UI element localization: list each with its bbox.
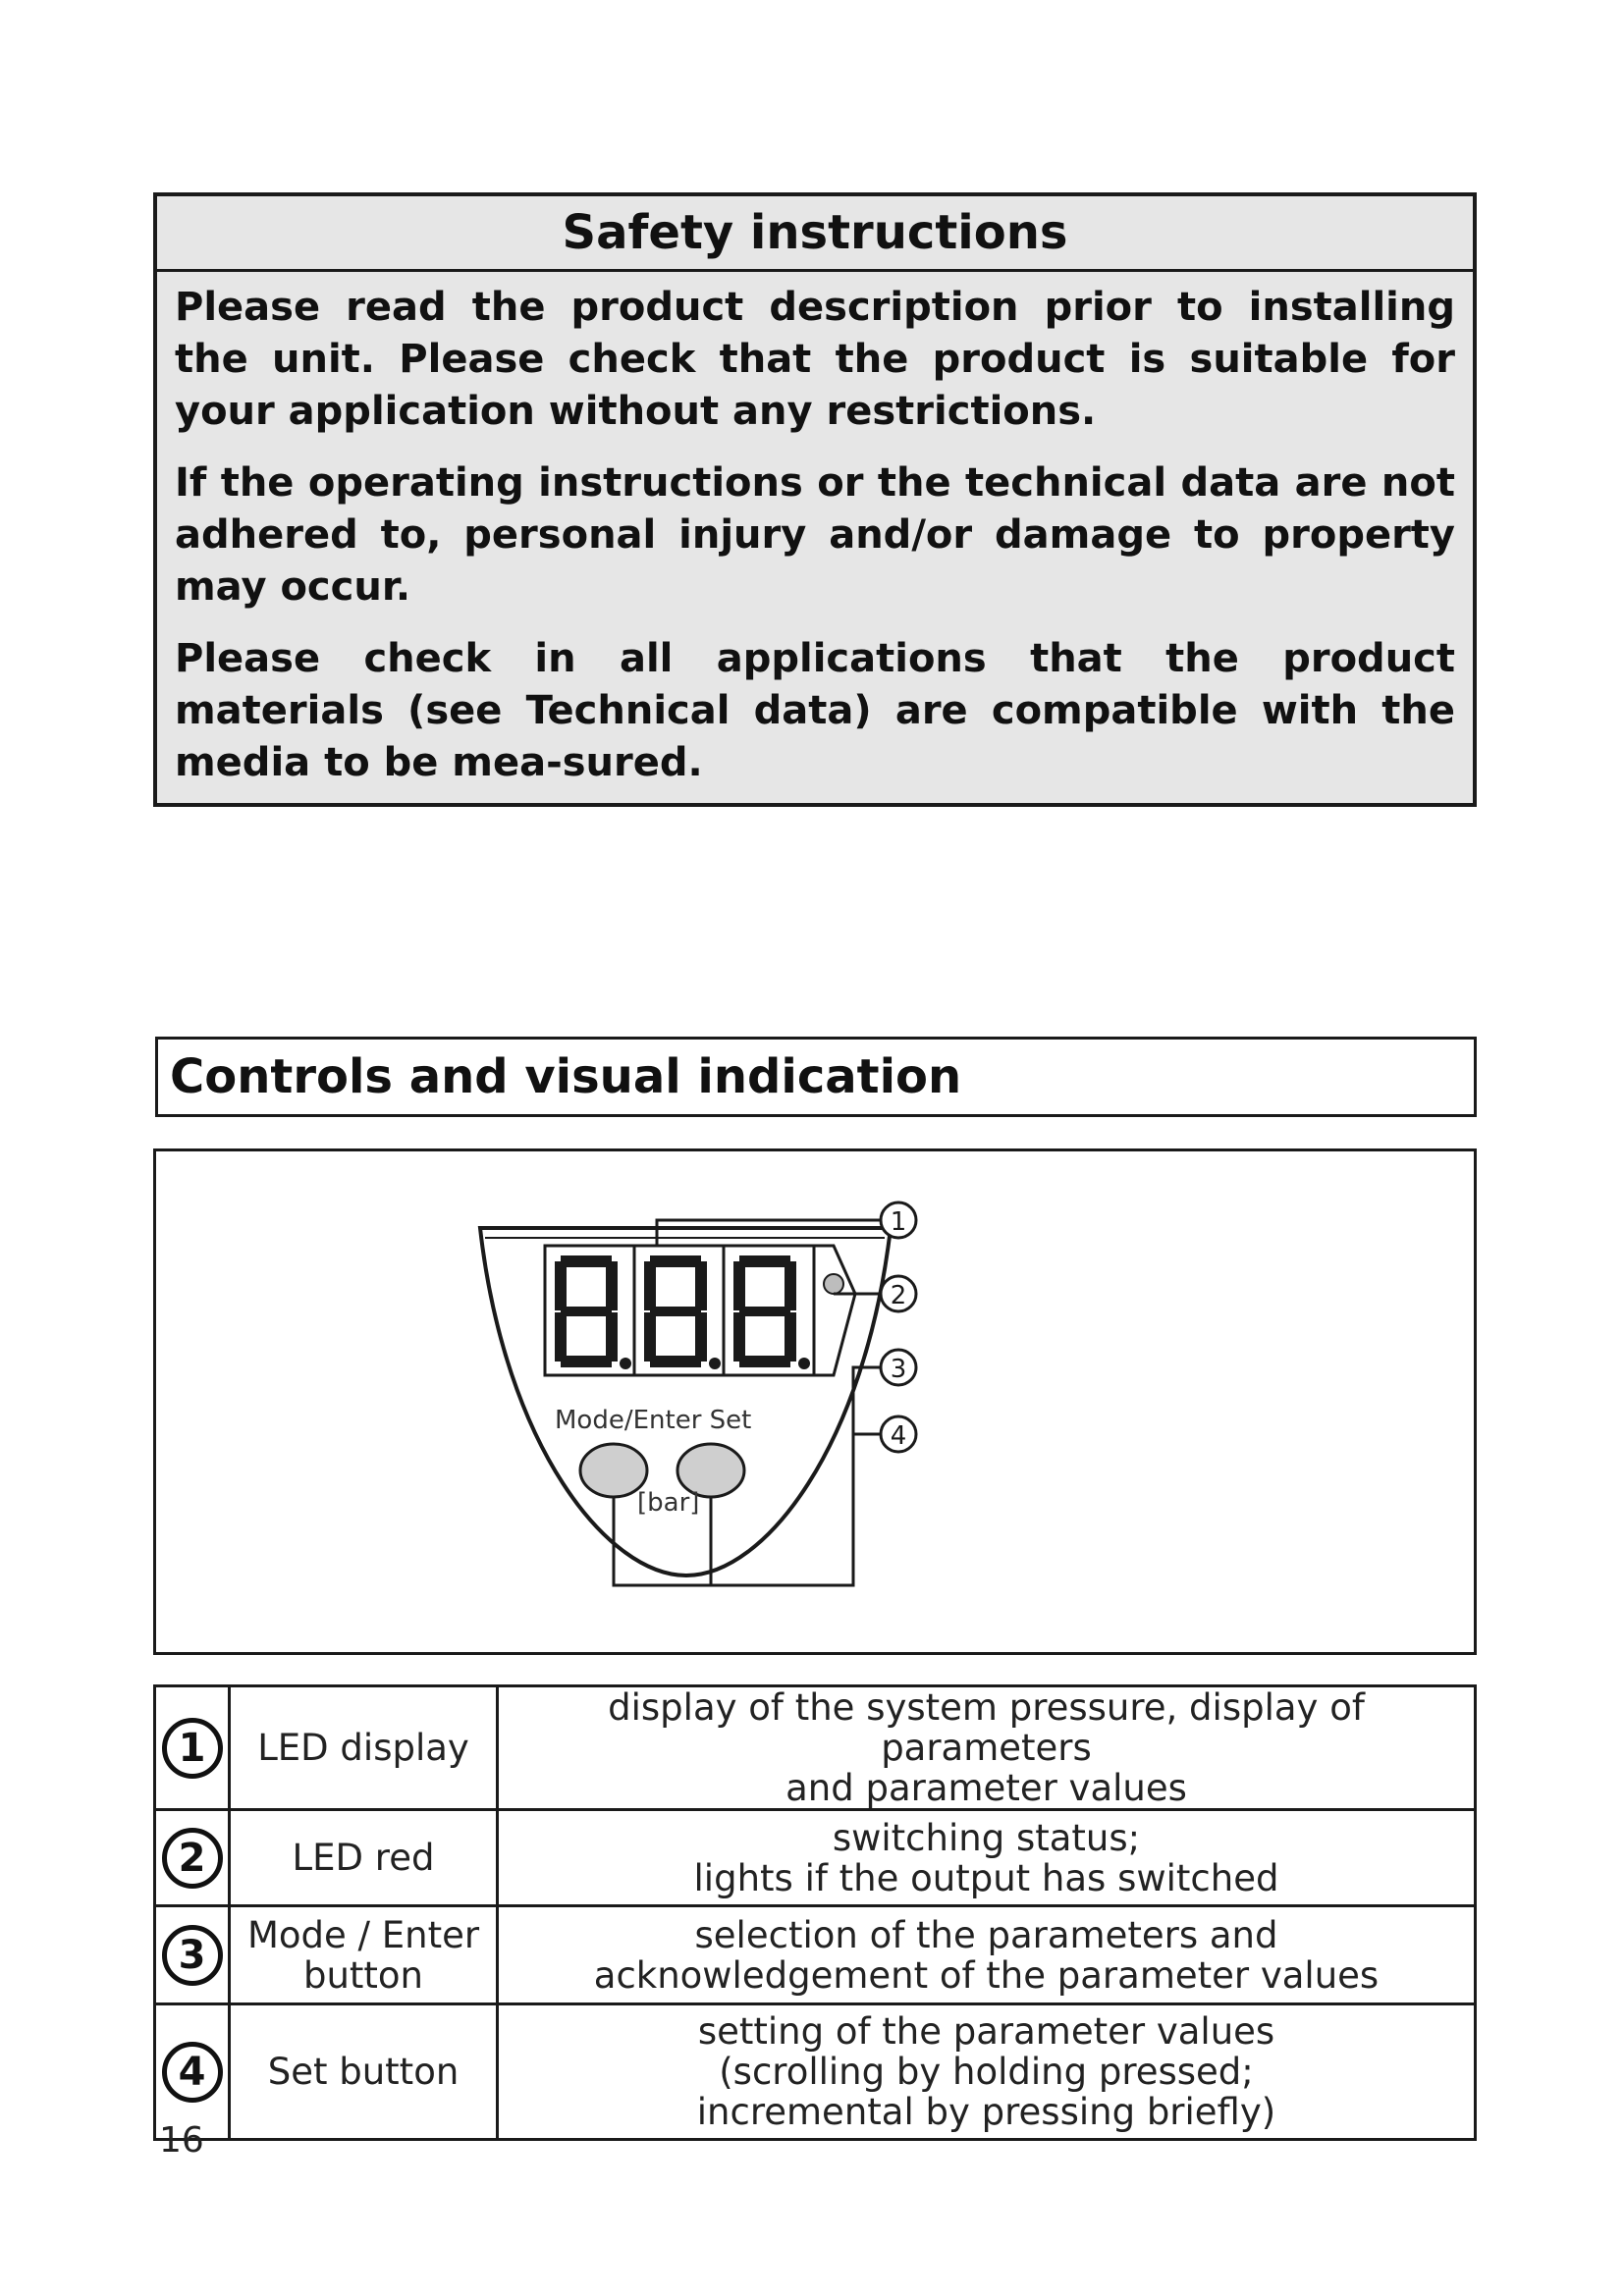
safety-paragraph: Please read the product description prior to installing the unit. Please check that the product is suitable for your application without any restrictions.	[175, 285, 1455, 434]
control-description: switching status; lights if the output has switched	[498, 1810, 1476, 1906]
number-badge: 1	[162, 1718, 223, 1779]
control-name: Set button	[230, 2004, 498, 2140]
table-row	[155, 1906, 1476, 2004]
callout-2	[881, 1276, 916, 1311]
table-row	[155, 1810, 1476, 1906]
safety-title: Safety instructions	[157, 196, 1473, 272]
device-diagram-svg	[156, 1151, 1474, 1652]
seven-segment-digit	[644, 1255, 721, 1369]
safety-paragraph: Please check in all applications that the product materials (see Technical data) are compatible with the media to be mea-sured.	[175, 636, 1455, 785]
number-badge: 4	[162, 2042, 223, 2103]
leader-line-1	[657, 1220, 881, 1246]
svg-text:1: 1	[890, 1207, 907, 1237]
safety-instructions-box	[153, 192, 1477, 807]
callout-1	[881, 1202, 916, 1238]
callout-3	[881, 1350, 916, 1385]
svg-text:4: 4	[890, 1421, 907, 1451]
safety-body	[157, 272, 1473, 789]
safety-paragraph: If the operating instructions or the technical data are not adhered to, personal injury and/or damage to property may occur.	[175, 460, 1455, 610]
led-red	[824, 1274, 843, 1294]
led-window	[814, 1246, 855, 1375]
table-row	[155, 1686, 1476, 1810]
page-number: 16	[159, 2120, 204, 2161]
control-description: selection of the parameters and acknowledgement of the parameter values	[498, 1906, 1476, 2004]
controls-section-title: Controls and visual indication	[155, 1037, 1477, 1117]
control-name: LED red	[230, 1810, 498, 1906]
seven-segment-digit	[555, 1255, 631, 1369]
unit-label: [bar]	[637, 1488, 700, 1518]
control-name: Mode / Enter button	[230, 1906, 498, 2004]
controls-legend-table	[153, 1684, 1477, 2141]
table-row	[155, 2004, 1476, 2140]
seven-segment-digit	[733, 1255, 810, 1369]
control-description: display of the system pressure, display of parameters and parameter values	[498, 1686, 1476, 1810]
control-name: LED display	[230, 1686, 498, 1810]
button-labels: Mode/Enter Set	[555, 1406, 752, 1435]
svg-text:2: 2	[890, 1281, 907, 1310]
device-diagram	[153, 1148, 1477, 1655]
number-badge: 2	[162, 1828, 223, 1889]
callout-4	[881, 1416, 916, 1452]
svg-text:3: 3	[890, 1355, 907, 1384]
number-badge: 3	[162, 1925, 223, 1986]
control-description: setting of the parameter values (scrolling by holding pressed; incremental by pressing briefly)	[498, 2004, 1476, 2140]
